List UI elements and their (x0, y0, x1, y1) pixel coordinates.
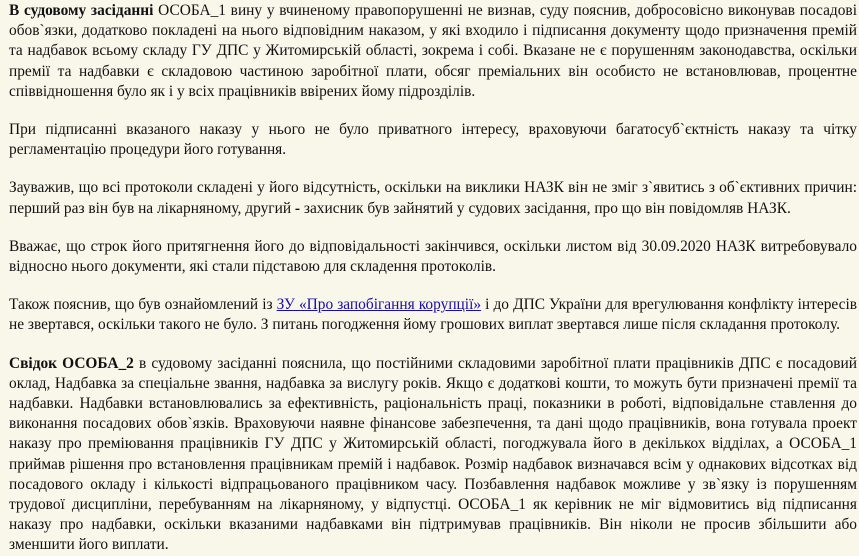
paragraph-witness-testimony (9, 354, 857, 556)
paragraph-lead: Свідок ОСОБА_2 (9, 354, 134, 372)
paragraph-defendant-testimony (9, 1, 857, 102)
paragraph-dash: - (294, 199, 301, 217)
paragraph-text: Зауважив, що всі протоколи складені у його відсутність, оскільки на виклики НАЗК він не зміг з`явитись з об`єктивних причин: перший раз він був на лікарняному, другий (9, 179, 857, 217)
paragraph-limitation-period: Вважає, що строк його притягнення його до відповідальності закінчився, оскільки листом від 30.09.2020 НАЗК витребовувало відносно нього документи, які стали підставою для складення протоколів. (9, 237, 857, 276)
paragraph-text: і до ДПС України для врегулювання конфлікту інтересів не звертався, оскільки такого не було. З питань погодження йому грошових виплат звертався лише після складання протоколу. (9, 296, 857, 334)
paragraph-protocols-absence (9, 178, 857, 218)
paragraph-text: ОСОБА_1 вину у вчиненому правопорушенні не визнав, суду пояснив, добросовісно виконував посадові обов`язки, додатково покладені на нього відповідним наказом, у які входило і підписання документу щодо призначення премій та надбавок всьому складу ГУ ДПС у Житомирській області, зокрема і собі. Вказане не є порушенням законодавства, оскільки премії та надбавки є складовою частиною заробітної плати, обсяг преміальних він особисто не встановлював, процентне співвідношення було як і у всіх працівників ввірених йому підрозділів. (9, 2, 857, 100)
paragraph-no-private-interest: При підписанні вказаного наказу у нього не було приватного інтересу, враховуючи багатосуб`єктність наказу та чітку регламентацію процедури його готування. (9, 121, 857, 159)
paragraph-lead: В судовому засіданні (9, 2, 154, 19)
paragraph-text: в судовому засіданні пояснила, що постійними складовими заробітної плати працівників ДПС є посадовий оклад, Надбавка за спеціальне звання, надбавка за вислугу років. Якщо є додаткові кошти, то можуть бути призначені премії та надбавки. Надбавки встановлювались за ефективність, раціональність праці, показники в роботі, відповідальне ставлення до виконання посадових обов`язків. Враховуючи наявне фінансове забезпечення, та дані щодо працівників, вона готувала проект наказу про преміювання працівників ГУ ДПС у Житомирській області, погоджувала його в декількох відділах, а ОСОБА_1 приймав рішення про встановлення працівникам премій і надбавок. Розмір надбавок визначався всім у однакових відсотках від посадового окладу і кількості відпрацьованого працівником часу. Позбавлення надбавок можливе у зв`язку із порушенням трудової дисципліни, перебуванням на лікарняному, у відпустці. ОСОБА_1 як керівник не міг відмовитись від підписання наказу про надбавки, оскільки вказаними надбавками він підтримував працівників. Він ніколи не просив збільшити або зменшити його виплати. (9, 354, 858, 554)
paragraph-text: захисник був зайнятий у судових засідання, про що він повідомляв НАЗК. (300, 199, 791, 217)
paragraph-text: Також пояснив, що був ознайомлений із (9, 296, 277, 314)
paragraph-anticorruption-law (9, 295, 857, 335)
anticorruption-law-link[interactable]: ЗУ «Про запобігання корупції» (276, 296, 482, 314)
